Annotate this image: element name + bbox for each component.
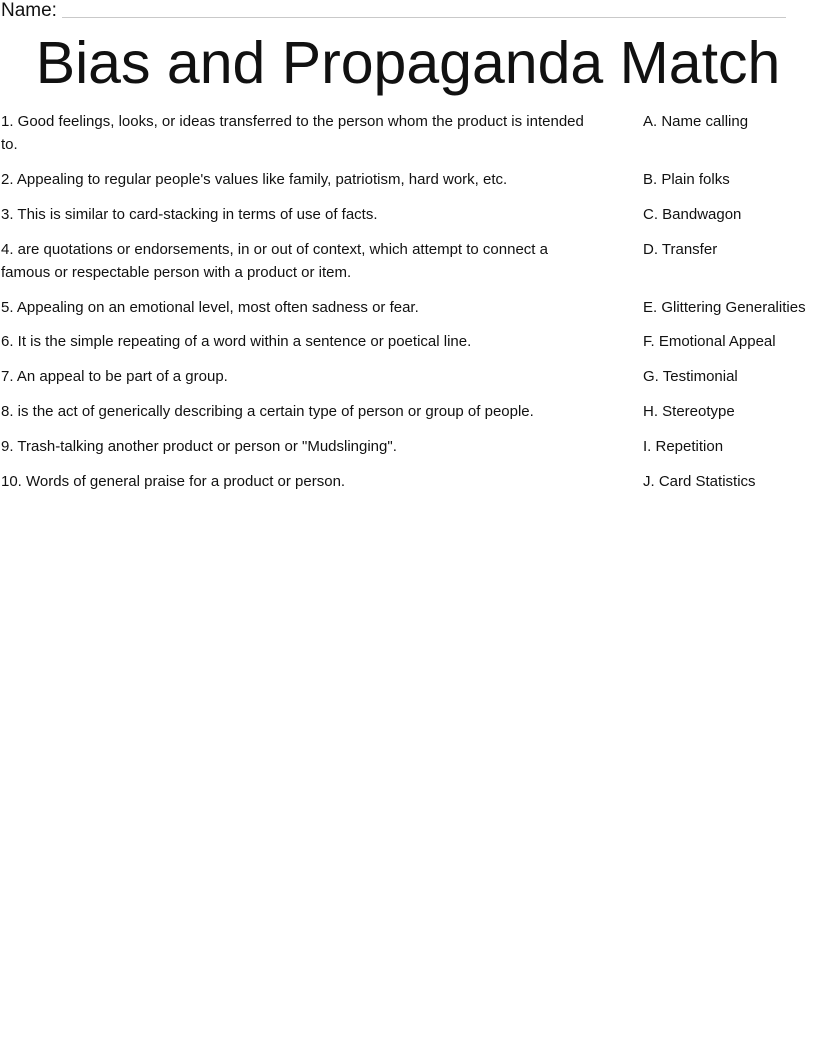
clue-4: 4. are quotations or endorsements, in or out of context, which attempt to connect a famous or respectable person with a product or item. <box>1 241 548 281</box>
name-row <box>0 0 816 24</box>
clue-3: 3. This is similar to card-stacking in terms of use of facts. <box>1 206 378 223</box>
answer-h: H. Stereotype <box>643 403 735 420</box>
clue-10: 10. Words of general praise for a product or person. <box>1 473 346 490</box>
clue-2: 2. Appealing to regular people's values like family, patriotism, hard work, etc. <box>1 171 508 188</box>
answer-e: E. Glittering Generalities <box>643 299 806 316</box>
clue-7: 7. An appeal to be part of a group. <box>1 368 228 385</box>
answer-j: J. Card Statistics <box>643 473 756 490</box>
answer-a: A. Name calling <box>643 113 749 130</box>
clue-8: 8. is the act of generically describing a certain type of person or group of people. <box>1 403 534 420</box>
answer-g: G. Testimonial <box>643 368 738 385</box>
answer-f: F. Emotional Appeal <box>643 333 776 350</box>
answer-b: B. Plain folks <box>643 171 730 188</box>
worksheet-title: Bias and Propaganda Match <box>35 30 781 96</box>
name-blank-line <box>62 17 786 18</box>
clue-5: 5. Appealing on an emotional level, most often sadness or fear. <box>1 299 419 316</box>
answer-c: C. Bandwagon <box>643 206 742 223</box>
clue-9: 9. Trash-talking another product or person or "Mudslinging". <box>1 438 397 455</box>
answer-i: I. Repetition <box>643 438 724 455</box>
answer-d: D. Transfer <box>643 241 718 258</box>
clue-6: 6. It is the simple repeating of a word within a sentence or poetical line. <box>1 333 472 350</box>
name-label: Name: <box>1 0 57 21</box>
clue-1: 1. Good feelings, looks, or ideas transferred to the person whom the product is intended to. <box>1 113 584 153</box>
